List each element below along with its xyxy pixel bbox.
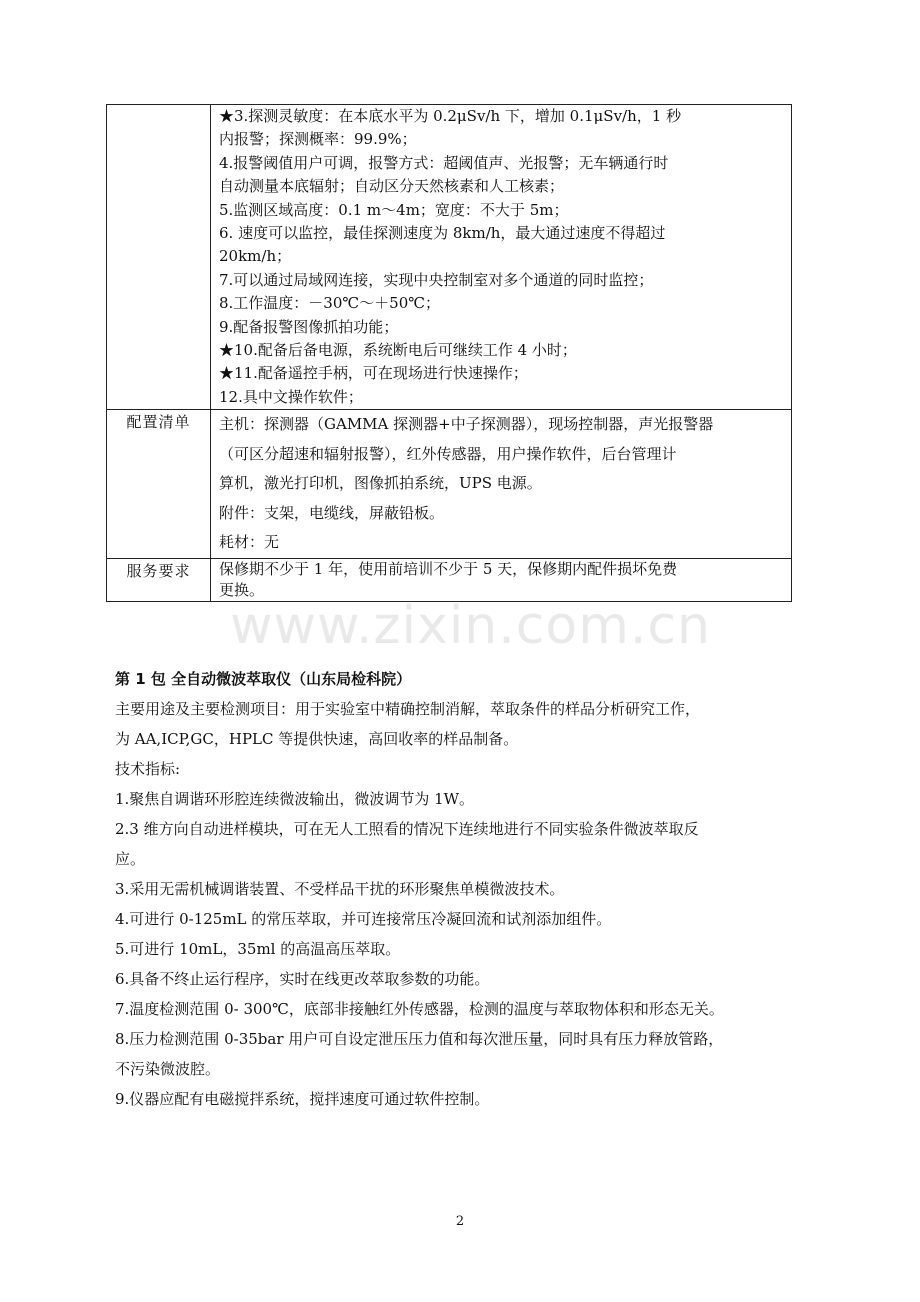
spec-line: ★11.配备遥控手柄，可在现场进行快速操作； <box>219 364 528 383</box>
table-row <box>107 410 792 559</box>
spec-line: 自动测量本底辐射；自动区分天然核素和人工核素； <box>219 177 565 196</box>
paragraph-line: 不污染微波腔。 <box>115 1060 221 1078</box>
table-row <box>107 105 792 410</box>
body-text <box>115 664 845 1114</box>
spec-line: 12.具中文操作软件； <box>219 387 363 406</box>
spec-line: 4.报警阈值用户可调，报警方式：超阈值声、光报警；无车辆通行时 <box>219 153 669 172</box>
watermark: www.zixin.com.cn <box>230 596 711 656</box>
config-line: 耗材：无 <box>219 533 280 552</box>
service-line: 更换。 <box>219 580 265 599</box>
paragraph-line: 应。 <box>115 850 146 868</box>
section-title: 第 1 包 全自动微波萃取仪（山东局检科院） <box>115 670 412 688</box>
config-line: 附件：支架，电缆线，屏蔽铅板。 <box>219 503 445 522</box>
config-line: 主机：探测器（GAMMA 探测器+中子探测器），现场控制器，声光报警器 <box>219 415 714 434</box>
paragraph-line: 5.可进行 10mL，35ml 的高温高压萃取。 <box>115 940 401 958</box>
paragraph-line: 4.可进行 0-125mL 的常压萃取，并可连接常压冷凝回流和试剂添加组件。 <box>115 910 612 928</box>
service-label: 服务要求 <box>126 561 191 580</box>
spec-line: 6. 速度可以监控，最佳探测速度为 8km/h，最大通过速度不得超过 <box>219 224 666 243</box>
config-label: 配置清单 <box>126 413 191 432</box>
paragraph-line: 技术指标: <box>115 760 181 778</box>
table-row <box>107 558 792 601</box>
spec-table <box>106 104 792 602</box>
spec-cell <box>211 105 792 410</box>
spec-line: 内报警；探测概率：99.9%； <box>219 130 417 149</box>
config-cell <box>211 410 792 559</box>
paragraph-line: 主要用途及主要检测项目：用于实验室中精确控制消解，萃取条件的样品分析研究工作， <box>115 700 701 718</box>
spec-line: ★3.探测灵敏度：在本底水平为 0.2μSv/h 下，增加 0.1μSv/h，1 秒 <box>219 107 682 125</box>
config-line: （可区分超速和辐射报警），红外传感器，用户操作软件，后台管理计 <box>219 444 677 463</box>
paragraph-line: 为 AA,ICP,GC，HPLC 等提供快速，高回收率的样品制备。 <box>115 730 519 748</box>
empty-label-cell <box>107 105 211 410</box>
spec-line: 5.监测区域高度：0.1 m～4m；宽度：不大于 5m； <box>219 200 569 219</box>
service-cell <box>211 558 792 601</box>
service-line: 保修期不少于 1 年，使用前培训不少于 5 天，保修期内配件损坏免费 <box>219 559 678 578</box>
spec-line: 20km/h； <box>219 247 292 266</box>
paragraph-line: 6.具备不终止运行程序，实时在线更改萃取参数的功能。 <box>115 970 490 988</box>
spec-line: 7.可以通过局域网连接，实现中央控制室对多个通道的同时监控； <box>219 270 654 289</box>
config-line: 算机，激光打印机，图像抓拍系统，UPS 电源。 <box>219 474 542 493</box>
paragraph-line: 3.采用无需机械调谐装置、不受样品干扰的环形聚焦单模微波技术。 <box>115 880 565 898</box>
paragraph-line: 2.3 维方向自动进样模块，可在无人工照看的情况下连续地进行不同实验条件微波萃取反 <box>115 820 699 838</box>
spec-line: 9.配备报警图像抓拍功能； <box>219 317 399 336</box>
paragraph-line: 9.仪器应配有电磁搅拌系统，搅拌速度可通过软件控制。 <box>115 1090 490 1108</box>
spec-line: 8.工作温度：－30℃～＋50℃； <box>219 294 441 313</box>
paragraph-line: 7.温度检测范围 0- 300℃，底部非接触红外传感器，检测的温度与萃取物体积和形态无关。 <box>115 1000 724 1018</box>
paragraph-line: 1.聚焦自调谐环形腔连续微波输出，微波调节为 1W。 <box>115 790 475 808</box>
page-number: 2 <box>455 1214 465 1229</box>
paragraph-line: 8.压力检测范围 0-35bar 用户可自设定泄压压力值和每次泄压量，同时具有压力释放管路， <box>115 1030 724 1048</box>
config-label-cell <box>107 410 211 559</box>
service-label-cell <box>107 558 211 601</box>
spec-line: ★10.配备后备电源，系统断电后可继续工作 4 小时； <box>219 341 577 360</box>
